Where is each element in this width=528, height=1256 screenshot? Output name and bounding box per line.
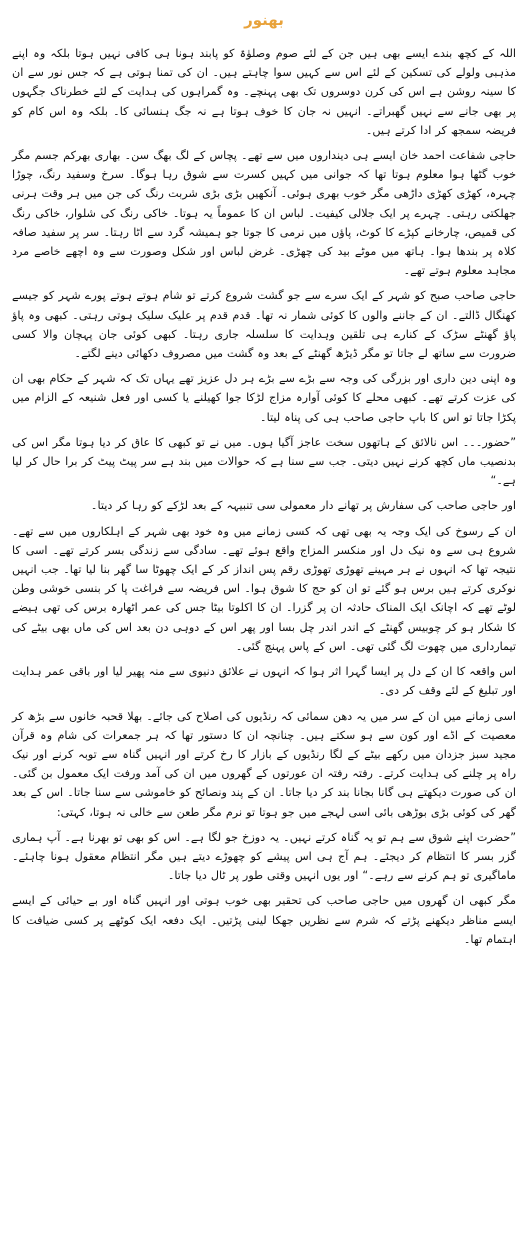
paragraph: اس واقعہ کا ان کے دل پر ایسا گہرا اثر ہوا کہ انہوں نے علائق دنیوی سے منہ پھیر لیا اور باقی عمر ہدایت اور تبلیغ کے لئے وقف کر دی۔ [12, 665, 516, 698]
paragraph: حاجی شفاعت احمد خان ایسے ہی دینداروں میں سے تھے۔ پچاس کے لگ بھگ سن۔ بھاری بھرکم جسم مگر خوب گٹھا ہوا معلوم ہوتا تھا کہ جوانی میں کہیں کسرت سے شوق رہا ہوگا۔ سرخ وسفید رنگ، چوڑا چہرہ، کھڑی کھڑی داڑھی مگر خوب بھری ہوئی۔ آنکھیں بڑی بڑی شربت رنگ کی جن میں ہر وقت ہرنی جھلکتی رہتی۔ چہرے پر ایک جلالی کیفیت۔ لباس ان کا عموماً یہ ہوتا۔ خاکی رنگ کی شلوار، خاکی رنگ کی قمیص، چارخانے کپڑے کا کوٹ، پاؤں میں نرمی کا جوتا جو ہمیشہ گرد سے اٹا رہتا۔ سر پر سفید صافہ کلاہ پر بندھا ہوا۔ ہاتھ میں موٹے بید کی چھڑی۔ غرض لباس اور شکل وصورت سے وہ اچھے خاصے مرد مجاہد معلوم ہوتے تھے۔ [12, 149, 516, 278]
page-title: بھنور [244, 11, 284, 29]
paragraph: وہ اپنی دین داری اور بزرگی کی وجہ سے بڑے سے بڑے ہر دل عزیز تھے یہاں تک کہ شہر کے حکام بھی ان کی عزت کرتے تھے۔ کبھی محلے کا کوئی آوارہ مزاج لڑکا جوا کھیلنے یا کسی اور فعل شنیعہ کے الزام میں پکڑا جاتا تو اس کا باپ حاجی صاحب ہی کی پناہ لیتا۔ [12, 372, 516, 424]
paragraph: ان کے رسوخ کی ایک وجہ یہ بھی تھی کہ کسی زمانے میں وہ خود بھی شہر کے اہلکاروں میں سے تھے۔ شروع ہی سے وہ نیک دل اور منکسر المزاج واقع ہوئے تھے۔ سادگی سے زندگی بسر کرتے تھے۔ اسی کا نتیجہ تھا کہ انہوں نے ہر مہینے تھوڑی تھوڑی رقم پس انداز کر کے ایک چھوٹا سا گھر بنا لیا تھا۔ جب انہیں نوکری کرتے ہیں برس ہو گئے تو ان کو حج کا شوق ہوا۔ اس فریضہ سے فراغت پا کر بنسی خوشی وطن لوٹے تھے کہ اچانک ایک المناک حادثہ ان پر گزرا۔ ان کا اکلوتا بیٹا جس کی عمر اٹھارہ برس کی تھی ہیضے کا شکار ہو کر چوبیس گھنٹے کے اندر اندر چل بسا اور پھر اس کے دوہی دن بعد اس کی ماں بھی بیٹے کی تیمارداری میں چھوت لگ گئی تھی۔ اس کے پاس پہنچ گئی۔ [12, 524, 516, 653]
quote-paragraph: ”حضور۔۔۔ اس نالائق کے ہاتھوں سخت عاجز آگیا ہوں۔ میں نے تو کبھی کا عاق کر دیا ہوتا مگر اس کی بدنصیب ماں کچھ کرنے نہیں دیتی۔ جب سے سنا ہے کہ حوالات میں بند ہے سر پیٹ پیٹ کر برا حال کر لیا ہے۔“ [12, 435, 516, 488]
paragraph: اور حاجی صاحب کی سفارش پر تھانے دار معمولی سی تنبیہہ کے بعد لڑکے کو رہا کر دیتا۔ [90, 499, 516, 513]
paragraph: اللہ کے کچھ بندے ایسے بھی ہیں جن کے لئے صوم وصلوٰۃ کو پابند ہونا ہی کافی نہیں ہوتا بلکہ وہ اپنے مذہبی ولولے کی تسکین کے لئے اس سے کہیں سوا چاہتے ہیں۔ ان کی تمنا ہوتی ہے کہ جس نور سے ان کا سینہ روشن ہے اس کی کرن دوسروں تک بھی پہنچے۔ وہ گمراہوں کی ہدایت کے لئے خطرناک جگہوں پر بھی جانے سے نہیں گھبراتے۔ انہیں نہ جان کا خوف ہوتا ہے نہ جگ ہنسائی کا۔ بلکہ وہ اس کام کو فریضہ سمجھ کر ادا کرتے ہیں۔ [12, 47, 516, 137]
paragraph: مگر کبھی ان گھروں میں حاجی صاحب کی تحقیر بھی خوب ہوتی اور انہیں گناہ اور بے حیائی کے ایسے ایسے مناظر دیکھنے پڑتے کہ شرم سے نظریں جھکا لینی پڑتیں۔ ایک دفعہ ایک کوٹھے پر کسی ضیافت کا اہتمام تھا۔ [12, 894, 516, 946]
quote-paragraph: ”حضرت اپنے شوق سے ہم تو یہ گناہ کرتے نہیں۔ یہ دوزخ جو لگا ہے۔ اس کو بھی تو بھرنا ہے۔ آپ ہماری گزر بسر کا انتظام کر دیجئے۔ ہم آج ہی اس پیشے کو چھوڑے دیتے ہیں مگر انتظام معقول ہونا چاہئے۔ ماماگیری تو ہم کرنے سے رہے۔“ اور یوں انہیں وقتی طور پر ٹال دیا جاتا۔ [12, 830, 516, 883]
paragraph: اسی زمانے میں ان کے سر میں یہ دھن سمائی کہ رنڈیوں کی اصلاح کی جائے۔ بھلا قحبہ خانوں سے بڑھ کر معصیت کے اڈے اور کون سے ہو سکتے ہیں۔ چنانچہ ان کا دستور تھا کہ ہر جمعرات کی شام وہ قرآن مجید سبز جزدان میں رکھے بیٹے کے لگا رنڈیوں کے بازار کا رخ کرتے اور انہیں گناہ سے توبہ کرنے اور نیک راہ پر چلنے کی ہدایت کرتے۔ رفتہ رفتہ ان عورتوں کے گھروں میں ان کی آمد ورفت ایک معمول بن گئی۔ ان کی صورت دیکھتے ہی گانا بجانا بند کر دیا جاتا۔ ان کے پند ونصائح کو خاموشی سے سنا جاتا۔ اس کے بعد گھر کی کوئی بڑی بوڑھی بائی اسی لہجے میں جو ہوتا تو نرم مگر طعن سے خالی نہ ہوتا، کہتی: [12, 709, 516, 819]
paragraph: حاجی صاحب صبح کو شہر کے ایک سرے سے جو گشت شروع کرتے تو شام ہوتے ہوتے پورے شہر کو جیسے کھنگال ڈالتے۔ ان کے جاننے والوں کا کوئی شمار نہ تھا۔ قدم قدم پر علیک سلیک ہوتی رہتی۔ کبھی وہ پاؤ پاؤ گھنٹے سڑک کے کنارے ہی تلقین وہدایت کا سلسلہ جاری رہتا۔ کبھی کوئی جان پہچان والا کسی ضرورت سے ساتھ لے جاتا تو مگر ڈیڑھ گھنٹے کے بعد وہ گشت میں مصروف دکھائی دینے لگتے۔ [12, 289, 516, 361]
